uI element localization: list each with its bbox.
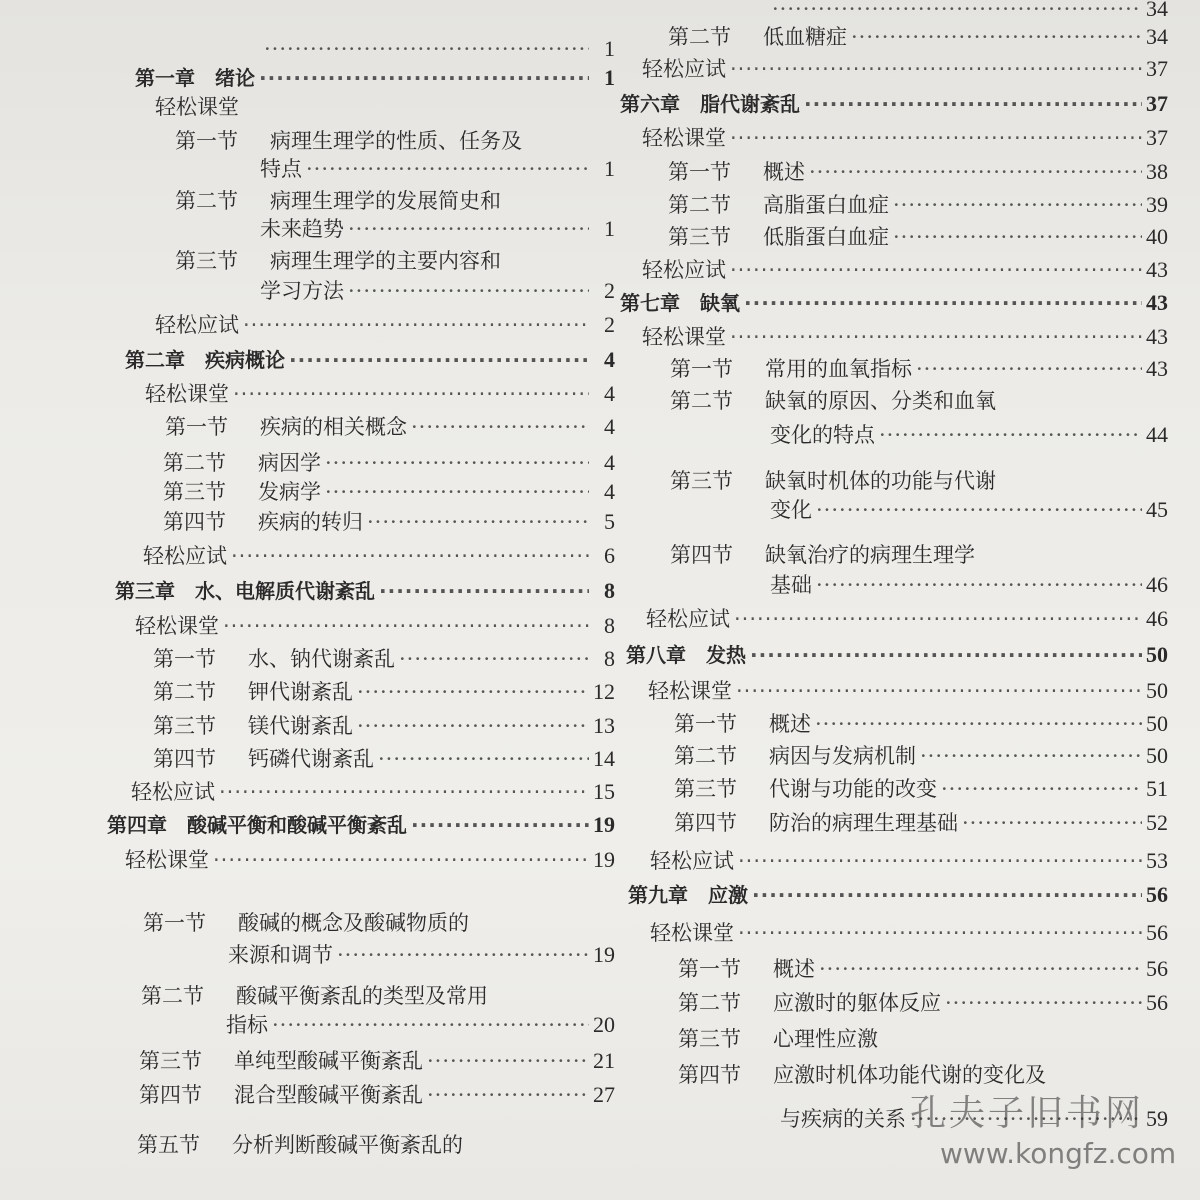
page-number: 8 bbox=[604, 646, 615, 671]
leader-dots bbox=[219, 777, 589, 807]
page-number: 59 bbox=[1146, 1106, 1168, 1131]
entry-title: 病理生理学的性质、任务及 bbox=[270, 129, 522, 153]
leader-dots bbox=[427, 1080, 589, 1110]
toc-entry-chapter bbox=[620, 288, 1168, 318]
section-number: 第四节 bbox=[139, 1083, 202, 1107]
toc-entry-cont bbox=[260, 276, 615, 306]
page-number: 37 bbox=[1146, 91, 1168, 116]
toc-entry-section bbox=[175, 126, 615, 156]
leader-dots bbox=[816, 495, 1142, 525]
leader-dots bbox=[738, 918, 1142, 948]
toc-entry-section bbox=[153, 677, 615, 707]
entry-title: 变化的特点 bbox=[770, 423, 875, 447]
section-number: 第一节 bbox=[175, 129, 238, 153]
page-number: 50 bbox=[1146, 642, 1168, 667]
leader-dots bbox=[223, 611, 589, 641]
toc-entry-sub bbox=[155, 310, 615, 340]
section-number: 第四节 bbox=[678, 1063, 741, 1087]
leader-dots bbox=[893, 222, 1142, 252]
toc-left-column bbox=[55, 0, 615, 1200]
section-number: 第三节 bbox=[674, 777, 737, 801]
leader-dots bbox=[916, 354, 1142, 384]
entry-title: 酸碱的概念及酸碱物质的 bbox=[238, 911, 469, 935]
toc-entry-section bbox=[163, 477, 615, 507]
entry-title: 第四章 酸碱平衡和酸碱平衡紊乱 bbox=[107, 813, 407, 837]
page-number: 50 bbox=[1146, 678, 1168, 703]
page-number: 56 bbox=[1146, 956, 1168, 981]
entry-title: 轻松课堂 bbox=[650, 921, 734, 945]
leader-dots bbox=[243, 310, 589, 340]
page-number: 19 bbox=[593, 847, 615, 872]
leader-dots bbox=[734, 604, 1142, 634]
entry-title: 与疾病的关系 bbox=[780, 1107, 906, 1131]
toc-entry-section bbox=[668, 190, 1168, 220]
toc-entry-sub bbox=[646, 604, 1168, 634]
entry-title: 指标 bbox=[226, 1013, 268, 1037]
page-number: 13 bbox=[593, 713, 615, 738]
page-number: 43 bbox=[1146, 324, 1168, 349]
section-number: 第一节 bbox=[143, 911, 206, 935]
page-number: 8 bbox=[604, 578, 615, 603]
leader-dots bbox=[213, 845, 589, 875]
section-number: 第一节 bbox=[670, 357, 733, 381]
toc-entry-section bbox=[674, 808, 1168, 838]
toc-entry-sub bbox=[143, 541, 615, 571]
page-number: 20 bbox=[593, 1012, 615, 1037]
leader-dots bbox=[337, 940, 589, 970]
entry-title: 轻松课堂 bbox=[642, 126, 726, 150]
page-number: 50 bbox=[1146, 743, 1168, 768]
entry-title: 变化 bbox=[770, 498, 812, 522]
page-number: 19 bbox=[593, 812, 615, 837]
toc-entry-chapter bbox=[107, 810, 615, 840]
leader-dots bbox=[325, 448, 589, 478]
entry-title: 第九章 应激 bbox=[628, 883, 748, 907]
leader-dots bbox=[819, 954, 1142, 984]
entry-title: 轻松课堂 bbox=[135, 614, 219, 638]
leader-dots bbox=[941, 774, 1142, 804]
section-number: 第二节 bbox=[175, 189, 238, 213]
section-number: 第一节 bbox=[165, 415, 228, 439]
leader-dots bbox=[945, 988, 1142, 1018]
section-number: 第三节 bbox=[153, 714, 216, 738]
entry-title: 病因与发病机制 bbox=[769, 744, 916, 768]
toc-entry-cont bbox=[260, 154, 615, 184]
leader-dots bbox=[379, 576, 589, 606]
toc-entry-section bbox=[674, 709, 1168, 739]
toc-entry-sub bbox=[642, 255, 1168, 285]
toc-entry-section bbox=[175, 246, 615, 276]
toc-entry-section bbox=[163, 448, 615, 478]
leader-dots bbox=[730, 255, 1142, 285]
page-number: 4 bbox=[604, 479, 615, 504]
section-number: 第二节 bbox=[668, 25, 731, 49]
section-number: 第四节 bbox=[674, 811, 737, 835]
entry-title: 高脂蛋白血症 bbox=[763, 193, 889, 217]
section-number: 第三节 bbox=[163, 480, 226, 504]
leader-dots bbox=[730, 123, 1142, 153]
entry-title: 缺氧时机体的功能与代谢 bbox=[765, 469, 996, 493]
leader-dots bbox=[289, 345, 589, 375]
entry-title: 病因学 bbox=[258, 451, 321, 475]
page-number: 34 bbox=[1146, 24, 1168, 49]
leader-dots bbox=[231, 541, 589, 571]
leader-dots bbox=[815, 709, 1142, 739]
page-number: 1 bbox=[604, 216, 615, 241]
entry-title: 病理生理学的发展简史和 bbox=[270, 189, 501, 213]
toc-entry-sub bbox=[642, 123, 1168, 153]
toc-entry-section bbox=[139, 1046, 615, 1076]
section-number: 第二节 bbox=[141, 984, 204, 1008]
leader-dots bbox=[920, 741, 1142, 771]
entry-title: 第八章 发热 bbox=[626, 643, 746, 667]
entry-title: 轻松课堂 bbox=[642, 325, 726, 349]
toc-entry-cont bbox=[770, 495, 1168, 525]
entry-title: 概述 bbox=[763, 160, 805, 184]
page-number: 27 bbox=[593, 1082, 615, 1107]
leader-dots bbox=[348, 276, 589, 306]
leader-dots bbox=[264, 34, 589, 64]
page-number: 43 bbox=[1146, 257, 1168, 282]
toc-entry-sub bbox=[145, 379, 615, 409]
toc-entry-section bbox=[670, 540, 1168, 570]
leader-dots bbox=[348, 214, 589, 244]
toc-entry-section bbox=[668, 222, 1168, 252]
toc-entry-section bbox=[670, 386, 1168, 416]
toc-entry-sub bbox=[650, 846, 1168, 876]
page-number: 50 bbox=[1146, 711, 1168, 736]
watermark-url: www.kongfz.com bbox=[940, 1137, 1177, 1170]
leader-dots bbox=[744, 288, 1142, 318]
entry-title: 钙磷代谢紊乱 bbox=[248, 747, 374, 771]
section-number: 第五节 bbox=[137, 1133, 200, 1157]
section-number: 第二节 bbox=[678, 991, 741, 1015]
page-number: 1 bbox=[604, 156, 615, 181]
toc-entry-chapter bbox=[135, 63, 615, 93]
page-number: 46 bbox=[1146, 606, 1168, 631]
page-number: 4 bbox=[604, 347, 615, 372]
toc-entry-cont bbox=[768, 0, 1168, 24]
toc-entry-chapter bbox=[620, 89, 1168, 119]
page-number: 44 bbox=[1146, 422, 1168, 447]
page-number: 56 bbox=[1146, 990, 1168, 1015]
section-number: 第二节 bbox=[163, 451, 226, 475]
leader-dots bbox=[730, 54, 1142, 84]
toc-entry-section bbox=[163, 507, 615, 537]
leader-dots bbox=[879, 420, 1142, 450]
leader-dots bbox=[378, 744, 589, 774]
page-number: 51 bbox=[1146, 776, 1168, 801]
toc-entry-cont bbox=[770, 570, 1168, 600]
leader-dots bbox=[411, 810, 589, 840]
section-number: 第一节 bbox=[674, 712, 737, 736]
page-number: 12 bbox=[593, 679, 615, 704]
section-number: 第三节 bbox=[175, 249, 238, 273]
leader-dots bbox=[809, 157, 1142, 187]
entry-title: 未来趋势 bbox=[260, 217, 344, 241]
section-number: 第四节 bbox=[670, 543, 733, 567]
entry-title: 常用的血氧指标 bbox=[765, 357, 912, 381]
entry-title: 轻松应试 bbox=[642, 57, 726, 81]
section-number: 第二节 bbox=[674, 744, 737, 768]
entry-title: 应激时机体功能代谢的变化及 bbox=[773, 1063, 1046, 1087]
toc-entry-cont bbox=[260, 34, 615, 64]
toc-entry-sub bbox=[155, 92, 615, 122]
entry-title: 基础 bbox=[770, 573, 812, 597]
leader-dots bbox=[962, 808, 1142, 838]
leader-dots bbox=[772, 0, 1142, 24]
page-number: 34 bbox=[1146, 0, 1168, 21]
page-number: 37 bbox=[1146, 56, 1168, 81]
page-number: 2 bbox=[604, 312, 615, 337]
entry-title: 特点 bbox=[260, 157, 302, 181]
entry-title: 心理性应激 bbox=[773, 1027, 878, 1051]
toc-entry-section bbox=[143, 908, 615, 938]
page-number: 4 bbox=[604, 414, 615, 439]
entry-title: 单纯型酸碱平衡紊乱 bbox=[234, 1049, 423, 1073]
leader-dots bbox=[325, 477, 589, 507]
entry-title: 轻松应试 bbox=[155, 313, 239, 337]
toc-entry-chapter bbox=[125, 345, 615, 375]
entry-title: 轻松课堂 bbox=[155, 95, 239, 119]
page-number: 1 bbox=[604, 36, 615, 61]
section-number: 第四节 bbox=[153, 747, 216, 771]
page-number: 15 bbox=[593, 779, 615, 804]
leader-dots bbox=[851, 22, 1142, 52]
section-number: 第三节 bbox=[678, 1027, 741, 1051]
page-number: 5 bbox=[604, 509, 615, 534]
toc-entry-section bbox=[674, 741, 1168, 771]
leader-dots bbox=[367, 507, 589, 537]
page-number: 56 bbox=[1146, 882, 1168, 907]
toc-entry-section bbox=[153, 644, 615, 674]
entry-title: 缺氧治疗的病理生理学 bbox=[765, 543, 975, 567]
section-number: 第一节 bbox=[668, 160, 731, 184]
toc-right-column bbox=[608, 0, 1168, 1200]
page-number: 45 bbox=[1146, 497, 1168, 522]
entry-title: 酸碱平衡紊乱的类型及常用 bbox=[236, 984, 488, 1008]
leader-dots bbox=[736, 676, 1142, 706]
toc-entry-section bbox=[137, 1130, 615, 1160]
toc-entry-sub bbox=[642, 322, 1168, 352]
entry-title: 水、钠代谢紊乱 bbox=[248, 647, 395, 671]
entry-title: 疾病的相关概念 bbox=[260, 415, 407, 439]
toc-entry-section bbox=[678, 988, 1168, 1018]
entry-title: 轻松应试 bbox=[642, 258, 726, 282]
entry-title: 轻松课堂 bbox=[145, 382, 229, 406]
page-number: 40 bbox=[1146, 224, 1168, 249]
entry-title: 轻松应试 bbox=[650, 849, 734, 873]
section-number: 第三节 bbox=[668, 225, 731, 249]
toc-entry-cont bbox=[226, 1010, 615, 1040]
toc-entry-cont bbox=[228, 940, 615, 970]
toc-entry-sub bbox=[131, 777, 615, 807]
page-number: 2 bbox=[604, 278, 615, 303]
leader-dots bbox=[738, 846, 1142, 876]
page-number: 37 bbox=[1146, 125, 1168, 150]
watermark bbox=[910, 1085, 1200, 1200]
toc-entry-section bbox=[175, 186, 615, 216]
page-number: 43 bbox=[1146, 356, 1168, 381]
leader-dots bbox=[752, 880, 1142, 910]
entry-title: 学习方法 bbox=[260, 279, 344, 303]
section-number: 第二节 bbox=[670, 389, 733, 413]
leader-dots bbox=[893, 190, 1142, 220]
entry-title: 来源和调节 bbox=[228, 943, 333, 967]
entry-title: 防治的病理生理基础 bbox=[769, 811, 958, 835]
section-number: 第二节 bbox=[668, 193, 731, 217]
toc-entry-sub bbox=[650, 918, 1168, 948]
toc-entry-section bbox=[165, 412, 615, 442]
entry-title: 混合型酸碱平衡紊乱 bbox=[234, 1083, 423, 1107]
entry-title: 病理生理学的主要内容和 bbox=[270, 249, 501, 273]
page-number: 46 bbox=[1146, 572, 1168, 597]
entry-title: 轻松课堂 bbox=[648, 679, 732, 703]
section-number: 第三节 bbox=[670, 469, 733, 493]
page-number: 19 bbox=[593, 942, 615, 967]
leader-dots bbox=[357, 711, 589, 741]
page-number: 43 bbox=[1146, 290, 1168, 315]
toc-entry-sub bbox=[648, 676, 1168, 706]
entry-title: 第二章 疾病概论 bbox=[125, 348, 285, 372]
leader-dots bbox=[730, 322, 1142, 352]
entry-title: 分析判断酸碱平衡紊乱的 bbox=[232, 1133, 463, 1157]
page-number: 56 bbox=[1146, 920, 1168, 945]
entry-title: 轻松课堂 bbox=[125, 848, 209, 872]
leader-dots bbox=[272, 1010, 589, 1040]
entry-title: 轻松应试 bbox=[131, 780, 215, 804]
toc-entry-chapter bbox=[626, 640, 1168, 670]
page-number: 52 bbox=[1146, 810, 1168, 835]
entry-title: 第一章 绪论 bbox=[135, 66, 255, 90]
entry-title: 低脂蛋白血症 bbox=[763, 225, 889, 249]
toc-entry-sub bbox=[642, 54, 1168, 84]
toc-entry-chapter bbox=[115, 576, 615, 606]
entry-title: 缺氧的原因、分类和血氧 bbox=[765, 389, 996, 413]
toc-entry-section bbox=[141, 981, 615, 1011]
leader-dots bbox=[804, 89, 1142, 119]
watermark-brand: 孔夫子旧书网 bbox=[910, 1093, 1145, 1134]
toc-entry-section bbox=[678, 954, 1168, 984]
entry-title: 第六章 脂代谢紊乱 bbox=[620, 92, 800, 116]
toc-entry-section bbox=[674, 774, 1168, 804]
entry-title: 第三章 水、电解质代谢紊乱 bbox=[115, 579, 375, 603]
toc-entry-section bbox=[139, 1080, 615, 1110]
leader-dots bbox=[399, 644, 589, 674]
leader-dots bbox=[233, 379, 589, 409]
section-number: 第一节 bbox=[153, 647, 216, 671]
entry-title: 概述 bbox=[769, 712, 811, 736]
section-number: 第三节 bbox=[139, 1049, 202, 1073]
toc-entry-section bbox=[670, 466, 1168, 496]
section-number: 第四节 bbox=[163, 510, 226, 534]
toc-entry-section bbox=[678, 1024, 1168, 1054]
page-number: 6 bbox=[604, 543, 615, 568]
toc-entry-section bbox=[670, 354, 1168, 384]
leader-dots bbox=[357, 677, 589, 707]
leader-dots bbox=[816, 570, 1142, 600]
toc-entry-cont bbox=[260, 214, 615, 244]
page-number: 53 bbox=[1146, 848, 1168, 873]
entry-title: 代谢与功能的改变 bbox=[769, 777, 937, 801]
toc-entry-cont bbox=[770, 420, 1168, 450]
page-number: 38 bbox=[1146, 159, 1168, 184]
toc-entry-sub bbox=[135, 611, 615, 641]
page-number: 39 bbox=[1146, 192, 1168, 217]
entry-title: 轻松应试 bbox=[143, 544, 227, 568]
leader-dots bbox=[306, 154, 589, 184]
leader-dots bbox=[259, 63, 589, 93]
toc-entry-section bbox=[668, 157, 1168, 187]
toc-entry-section bbox=[153, 711, 615, 741]
section-number: 第一节 bbox=[678, 957, 741, 981]
page-number: 4 bbox=[604, 381, 615, 406]
entry-title: 低血糖症 bbox=[763, 25, 847, 49]
toc-entry-chapter bbox=[628, 880, 1168, 910]
page-number: 14 bbox=[593, 746, 615, 771]
leader-dots bbox=[750, 640, 1142, 670]
leader-dots bbox=[411, 412, 589, 442]
page-number: 1 bbox=[604, 65, 615, 90]
toc-entry-sub bbox=[125, 845, 615, 875]
entry-title: 钾代谢紊乱 bbox=[248, 680, 353, 704]
toc-entry-section bbox=[153, 744, 615, 774]
entry-title: 轻松应试 bbox=[646, 607, 730, 631]
page-number: 21 bbox=[593, 1048, 615, 1073]
page-number: 4 bbox=[604, 450, 615, 475]
page-number: 8 bbox=[604, 613, 615, 638]
toc-entry-section bbox=[668, 22, 1168, 52]
entry-title: 镁代谢紊乱 bbox=[248, 714, 353, 738]
entry-title: 第七章 缺氧 bbox=[620, 291, 740, 315]
section-number: 第二节 bbox=[153, 680, 216, 704]
entry-title: 应激时的躯体反应 bbox=[773, 991, 941, 1015]
entry-title: 疾病的转归 bbox=[258, 510, 363, 534]
entry-title: 发病学 bbox=[258, 480, 321, 504]
entry-title: 概述 bbox=[773, 957, 815, 981]
leader-dots bbox=[427, 1046, 589, 1076]
